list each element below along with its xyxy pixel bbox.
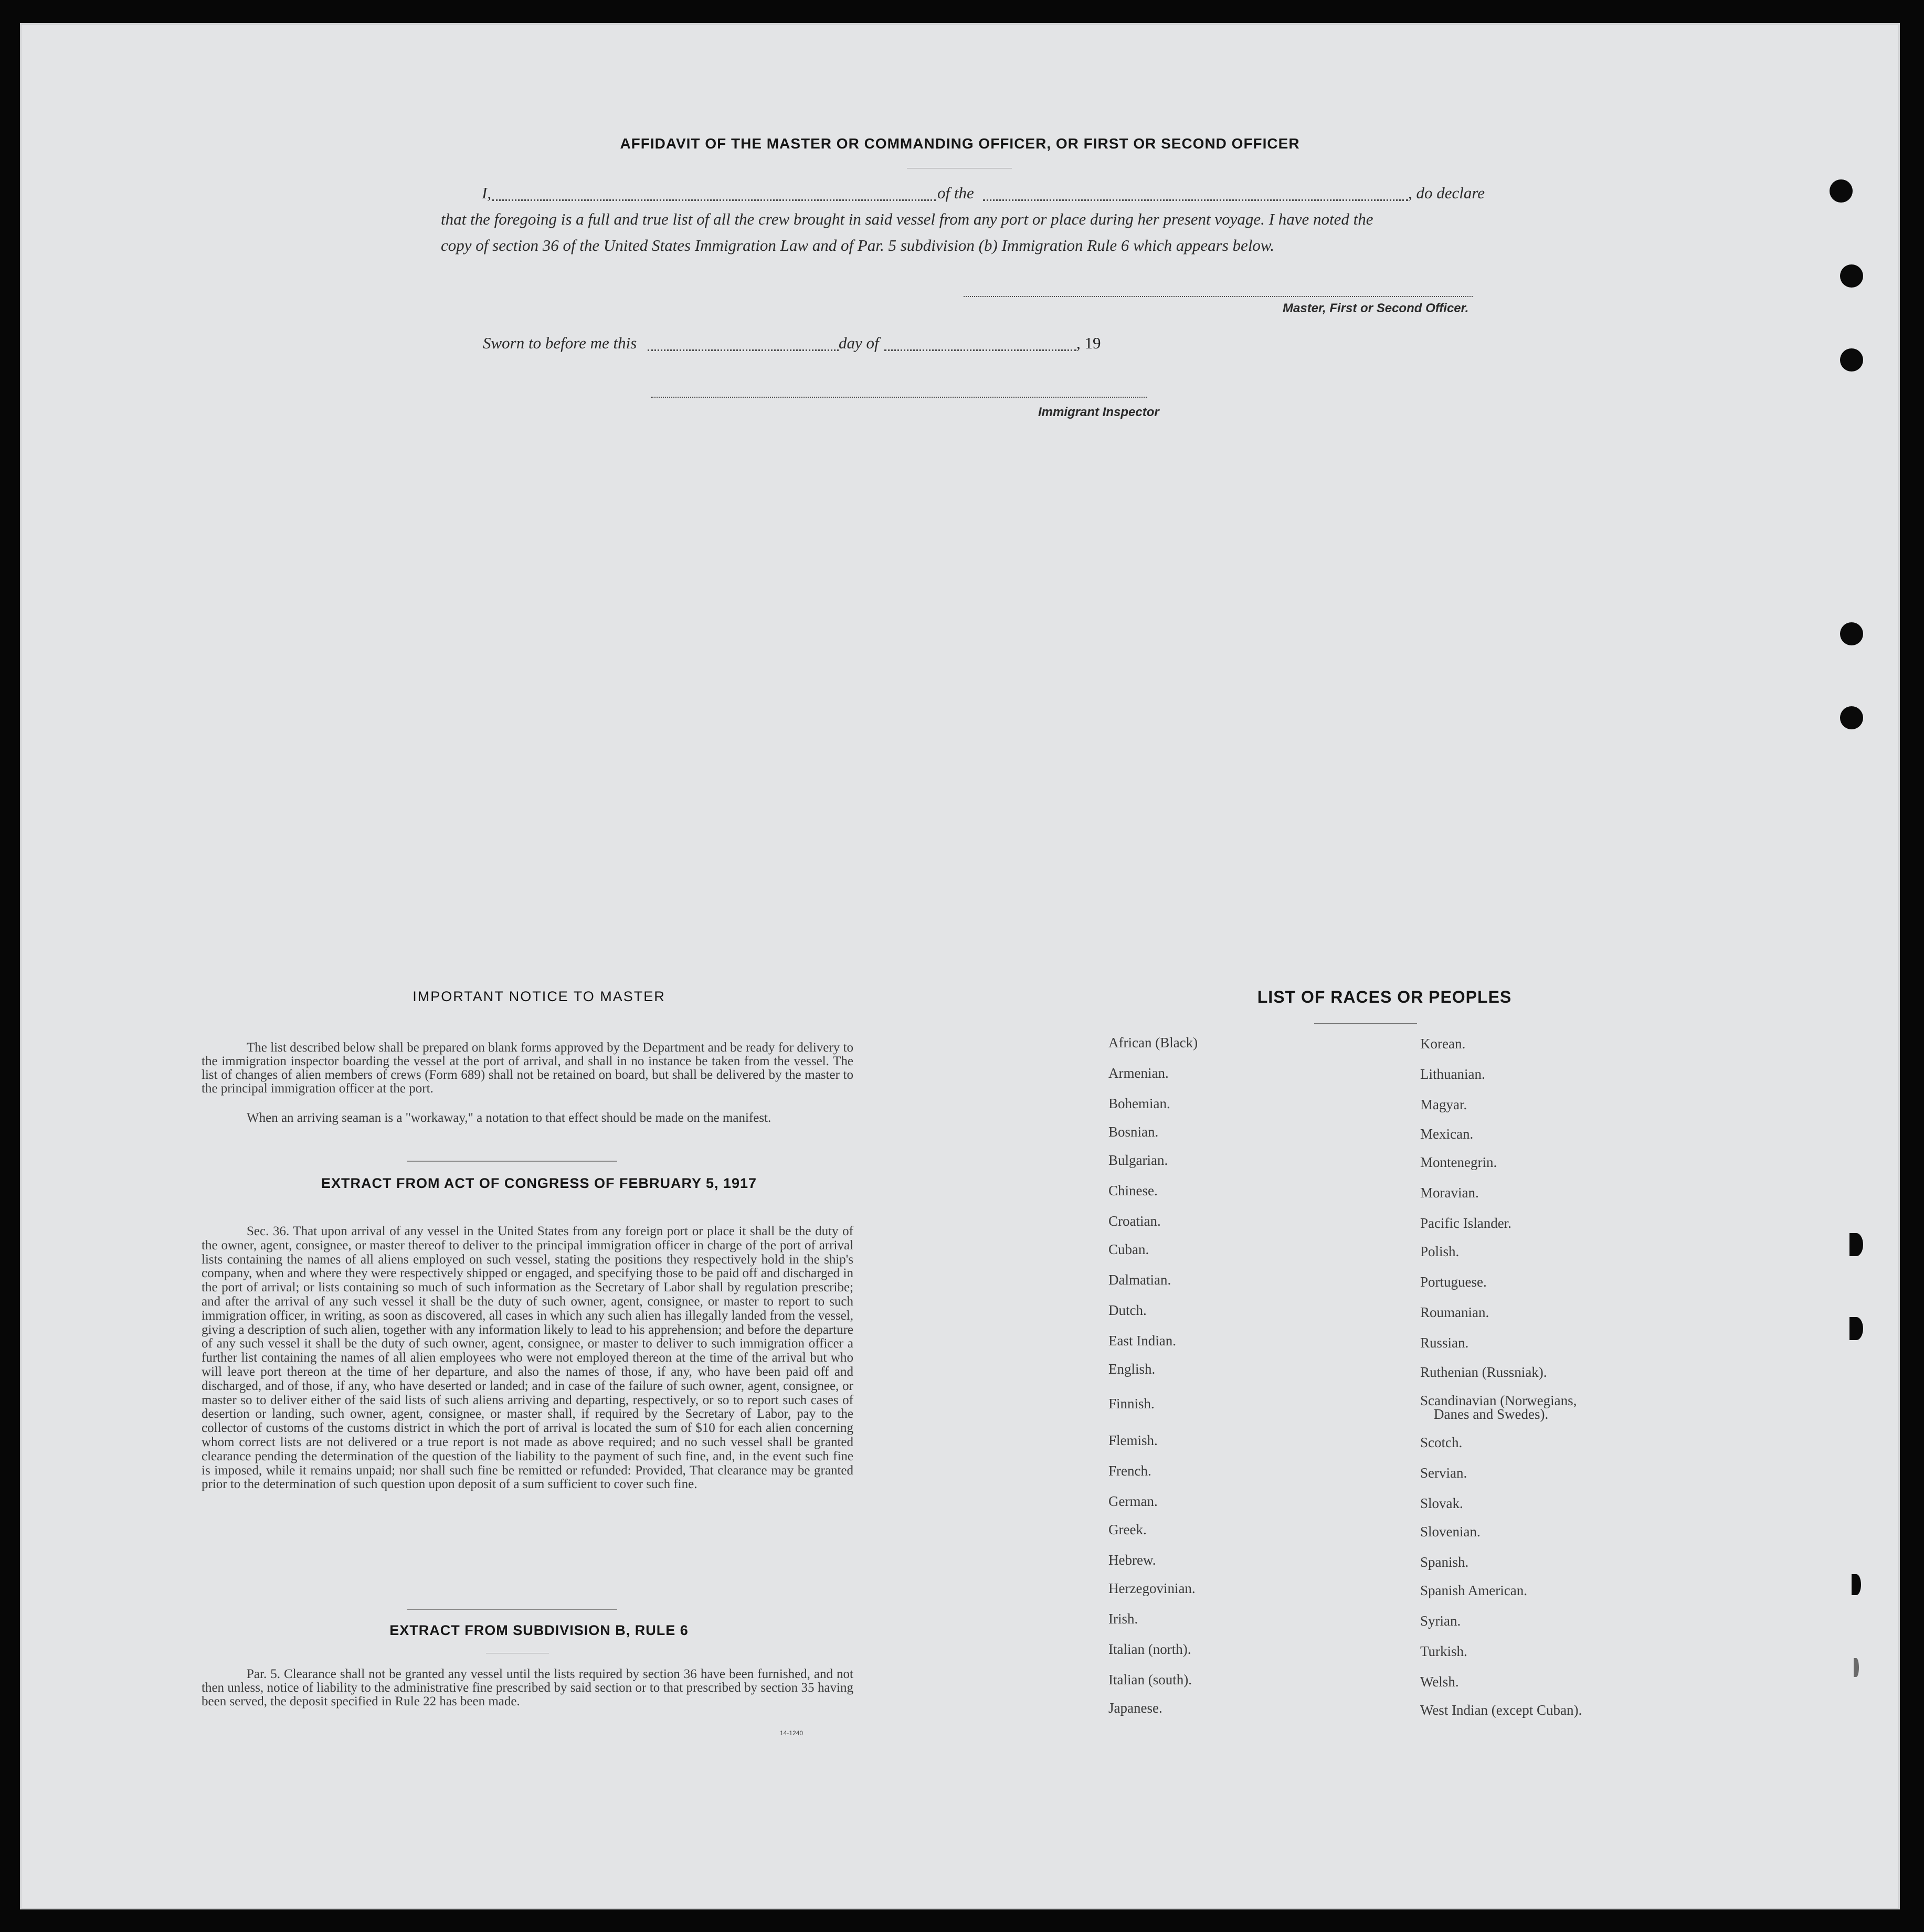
race-item: Moravian.: [1420, 1185, 1479, 1201]
race-item: Greek.: [1108, 1522, 1147, 1537]
race-item: African (Black): [1108, 1035, 1198, 1050]
race-item: Hebrew.: [1108, 1552, 1156, 1568]
race-item: Croatian.: [1108, 1213, 1161, 1229]
race-item: Korean.: [1420, 1036, 1466, 1052]
punch-hole: [1849, 1317, 1863, 1340]
race-item: Spanish American.: [1420, 1583, 1527, 1598]
race-item: Scandinavian (Norwegians,: [1420, 1393, 1577, 1408]
race-item: Finnish.: [1108, 1396, 1155, 1411]
race-item: Welsh.: [1420, 1674, 1459, 1690]
master-signature-line: [964, 296, 1473, 297]
race-item: West Indian (except Cuban).: [1420, 1702, 1582, 1718]
race-item: Italian (south).: [1108, 1672, 1192, 1687]
race-item: Bosnian.: [1108, 1124, 1159, 1140]
section-rule: [407, 1161, 617, 1162]
punch-hole: [1830, 179, 1853, 203]
race-item: Chinese.: [1108, 1183, 1158, 1198]
extract-rule-body: Par. 5. Clearance shall not be granted any vessel until the lists required by section 36 have been furnished, and not then unless, notice of liability to the administrative fine prescribed by said section or to that prescribed by section 35 having been served, the deposit specified in Rule 22 has been made.: [202, 1667, 853, 1708]
inspector-label: Immigrant Inspector: [1038, 405, 1159, 419]
race-item: Scotch.: [1420, 1435, 1463, 1450]
race-item: Bulgarian.: [1108, 1152, 1168, 1168]
races-title: LIST OF RACES OR PEOPLES: [1257, 988, 1512, 1006]
race-item: Ruthenian (Russniak).: [1420, 1364, 1547, 1380]
punch-hole: [1840, 348, 1863, 371]
race-item: Herzegovinian.: [1108, 1580, 1196, 1596]
race-item: Pacific Islander.: [1420, 1215, 1511, 1231]
race-item: Spanish.: [1420, 1554, 1469, 1570]
form-number: 14-1240: [780, 1729, 804, 1737]
race-item: Magyar.: [1420, 1097, 1467, 1112]
race-item: French.: [1108, 1463, 1151, 1479]
race-item: Irish.: [1108, 1611, 1138, 1627]
sworn-prefix: Sworn to before me this: [483, 334, 637, 352]
race-item: Lithuanian.: [1420, 1066, 1485, 1082]
inspector-signature-line: [651, 397, 1147, 398]
punch-hole: [1849, 1233, 1863, 1256]
race-item: East Indian.: [1108, 1333, 1176, 1349]
races-title-rule: [1314, 1023, 1417, 1024]
race-item: Armenian.: [1108, 1065, 1169, 1081]
race-item: Turkish.: [1420, 1643, 1467, 1659]
affidavit-i: I,: [482, 184, 492, 202]
affidavit-declare: , do declare: [1408, 184, 1485, 202]
race-item: English.: [1108, 1361, 1156, 1377]
race-item: Mexican.: [1420, 1126, 1474, 1142]
race-item: Montenegrin.: [1420, 1154, 1497, 1170]
sworn-month-blank: [884, 349, 1076, 351]
notice-title: IMPORTANT NOTICE TO MASTER: [413, 989, 665, 1004]
name-blank: [492, 199, 936, 201]
race-item: Roumanian.: [1420, 1304, 1489, 1320]
document-sheet: [20, 23, 1900, 1909]
race-item: Dalmatian.: [1108, 1272, 1171, 1288]
race-item: Japanese.: [1108, 1700, 1162, 1716]
race-item: German.: [1108, 1493, 1158, 1509]
sworn-year: , 19: [1076, 334, 1101, 352]
vessel-blank: [983, 199, 1408, 201]
race-item: Italian (north).: [1108, 1641, 1191, 1657]
sworn-day-blank: [648, 349, 839, 351]
affidavit-title: AFFIDAVIT OF THE MASTER OR COMMANDING OFFICER, OR FIRST OR SECOND OFFICER: [620, 135, 1300, 152]
punch-hole: [1840, 706, 1863, 729]
punch-hole: [1840, 264, 1863, 288]
race-item: Russian.: [1420, 1335, 1469, 1351]
notice-para1: The list described below shall be prepared on blank forms approved by the Department and be ready for delivery to the immigration inspector boarding the vessel at the port of arrival, and shall in no instance be taken from the vessel. The list of changes of alien members of crews (Form 689) shall not be retained on board, but shall be delivered by the master to the principal immigration officer at the port.: [202, 1041, 853, 1096]
extract-rule-title: EXTRACT FROM SUBDIVISION B, RULE 6: [389, 1622, 689, 1638]
punch-hole: [1852, 1574, 1861, 1595]
race-item: Bohemian.: [1108, 1096, 1170, 1111]
affidavit-line3: copy of section 36 of the United States Immigration Law and of Par. 5 subdivision (b) Immigration Rule 6 which appears below.: [441, 236, 1275, 254]
race-item: Cuban.: [1108, 1241, 1149, 1257]
race-item: Slovenian.: [1420, 1524, 1481, 1540]
race-item: Polish.: [1420, 1244, 1460, 1259]
race-item: Slovak.: [1420, 1495, 1463, 1511]
punch-hole: [1840, 622, 1863, 645]
extract-act-title: EXTRACT FROM ACT OF CONGRESS OF FEBRUARY 5, 1917: [321, 1175, 757, 1191]
extract-act-body: Sec. 36. That upon arrival of any vessel in the United States from any foreign port or place it shall be the duty of the owner, agent, consignee, or master thereof to deliver to the principal immigration officer in charge of the port of arrival lists containing the names of all aliens employed on such vessel, stating the positions they respectively hold in the ship's company, when and where they were respectively shipped or engaged, and specifying those to be paid off and discharged in the port of arrival; or lists containing so much of such information as the Secretary of Labor shall by regulation prescribe; and after the arrival of any such vessel it shall be the duty of such owner, agent, consignee, or master to report to such immigration officer, in writing, as soon as discovered, all cases in which any such alien has illegally landed from the vessel, giving a description of such alien, together with any information likely to lead to his apprehension; and before the departure of any such vessel it shall be the duty of such owner, agent, consignee, or master to deliver to such immigration officer a further list containing the names of all alien employees who were not employed thereon at the time of the arrival but who will leave port thereon at the time of her departure, and also the names of those, if any, who have been paid off and discharged, and of those, if any, who have deserted or landed; and in case of the failure of such owner, agent, consignee, or master so to deliver either of the said lists of such aliens arriving and departing, respectively, or so to report such cases of desertion or landing, such owner, agent, consignee, or master shall, if required by the Secretary of Labor, pay to the collector of customs of the customs district in which the port of arrival is located the sum of $10 for each alien concerning whom correct lists are not delivered or a true report is not made as above required; and no such vessel shall be granted clearance pending the determination of the question of the liability to the payment of such fine, and, in the event such fine is imposed, while it remains unpaid; nor shall such fine be remitted or refunded: Provided, That clearance may be granted prior to the determination of such question upon deposit of a sum sufficient to cover such fine.: [202, 1224, 853, 1492]
race-item: Portuguese.: [1420, 1274, 1487, 1290]
affidavit-of-the: of the: [937, 184, 974, 202]
master-signature-label: Master, First or Second Officer.: [1283, 301, 1469, 315]
sworn-day-of: day of: [839, 334, 879, 352]
race-item: Syrian.: [1420, 1613, 1461, 1629]
race-item: Flemish.: [1108, 1432, 1158, 1448]
affidavit-line2: that the foregoing is a full and true list of all the crew brought in said vessel from any port or place during her present voyage. I have noted the: [441, 210, 1373, 228]
punch-hole: [1854, 1658, 1859, 1677]
race-item: Servian.: [1420, 1465, 1467, 1481]
race-item: Dutch.: [1108, 1302, 1147, 1318]
section-rule: [407, 1609, 617, 1610]
notice-para2: When an arriving seaman is a "workaway," a notation to that effect should be made on the manifest.: [247, 1111, 771, 1125]
race-item-continuation: Danes and Swedes).: [1434, 1406, 1549, 1422]
